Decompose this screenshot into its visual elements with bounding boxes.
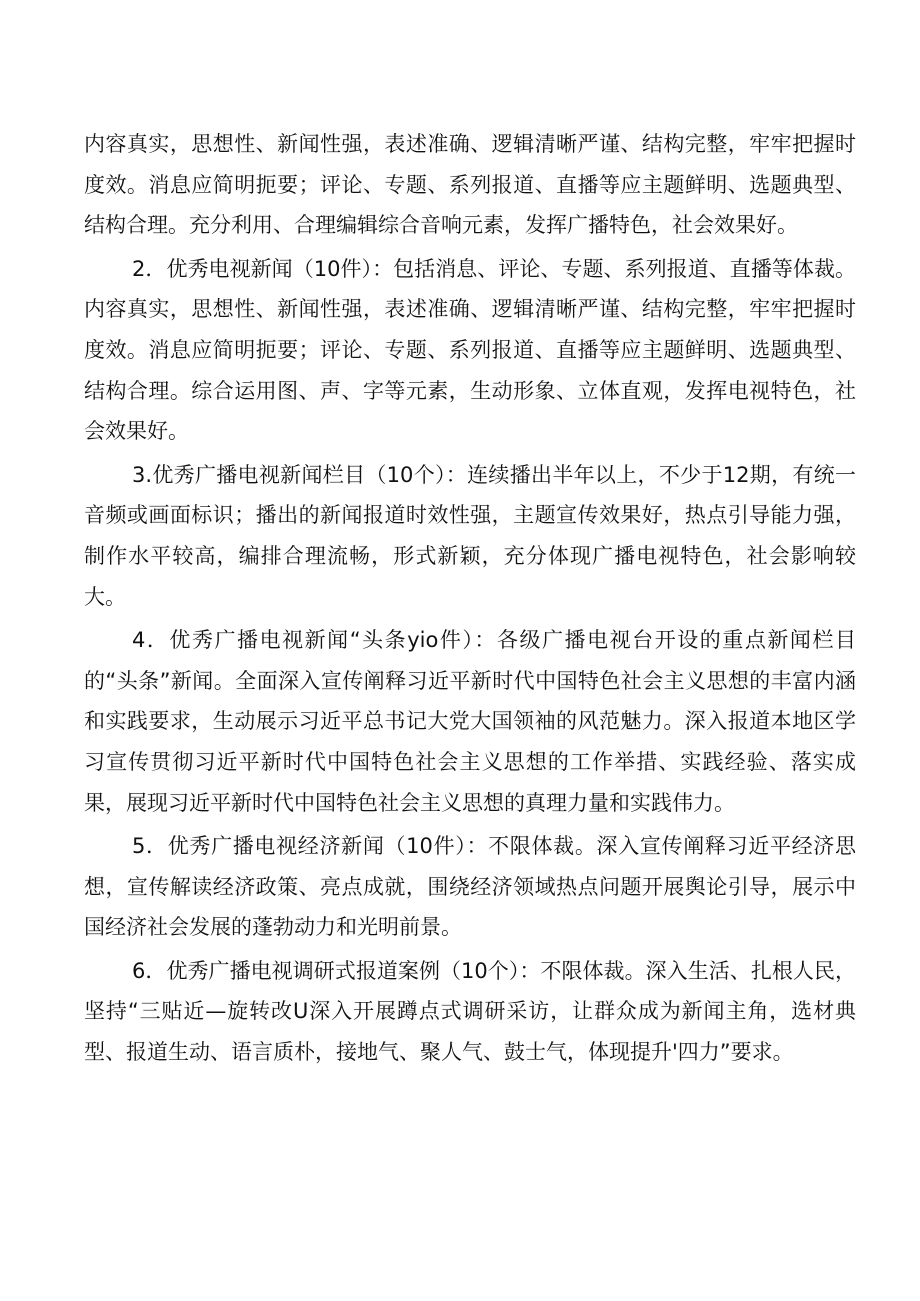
- paragraph-economic-news: 5．优秀广播电视经济新闻（10件）：不限体裁。深入宣传阐释习近平经济思想，宣传解读经济政策、亮点成就，围绕经济领域热点问题开展舆论引导，展示中国经济社会发展的蓬勃动力和光明前景。: [84, 834, 856, 940]
- paragraph-research-report: 6．优秀广播电视调研式报道案例（10个）：不限体裁。深入生活、扎根人民，坚持“三贴近—旋转改U深入开展蹲点式调研采访，让群众成为新闻主角，选材典型、报道生动、语言质朴，接地气、聚人气、鼓士气，体现提升'四力”要求。: [84, 958, 856, 1065]
- paragraph-tv-news: 2．优秀电视新闻（10件）：包括消息、评论、专题、系列报道、直播等体裁。内容真实，思想性、新闻性强，表述准确、逻辑清晰严谨、结构完整，牢牢把握时度效。消息应简明扼要；评论、专题、系列报道、直播等应主题鲜明、选题典型、结构合理。综合运用图、声、字等元素，生动形象、立体直观，发挥电视特色，社会效果好。: [84, 256, 856, 444]
- document-body: [84, 124, 856, 1076]
- paragraph-news-program: 3.优秀广播电视新闻栏目（10个）：连续播出半年以上，不少于12期，有统一音频或画面标识；播出的新闻报道时效性强，主题宣传效果好，热点引导能力强，制作水平较高，编排合理流畅，形式新颖，充分体现广播电视特色，社会影响较大。: [84, 462, 856, 609]
- paragraph-headline-news: 4．优秀广播电视新闻“头条yio件）：各级广播电视台开设的重点新闻栏目的“头条”新闻。全面深入宣传阐释习近平新时代中国特色社会主义思想的丰富内涵和实践要求，生动展示习近平总书记大党大国领袖的风范魅力。深入报道本地区学习宣传贯彻习近平新时代中国特色社会主义思想的工作举措、实践经验、落实成果，展现习近平新时代中国特色社会主义思想的真理力量和实践伟力。: [84, 628, 856, 815]
- paragraph-radio-news-criteria: 内容真实，思想性、新闻性强，表述准确、逻辑清晰严谨、结构完整，牢牢把握时度效。消息应简明扼要；评论、专题、系列报道、直播等应主题鲜明、选题典型、结构合理。充分利用、合理编辑综合音响元素，发挥广播特色，社会效果好。: [84, 132, 856, 238]
